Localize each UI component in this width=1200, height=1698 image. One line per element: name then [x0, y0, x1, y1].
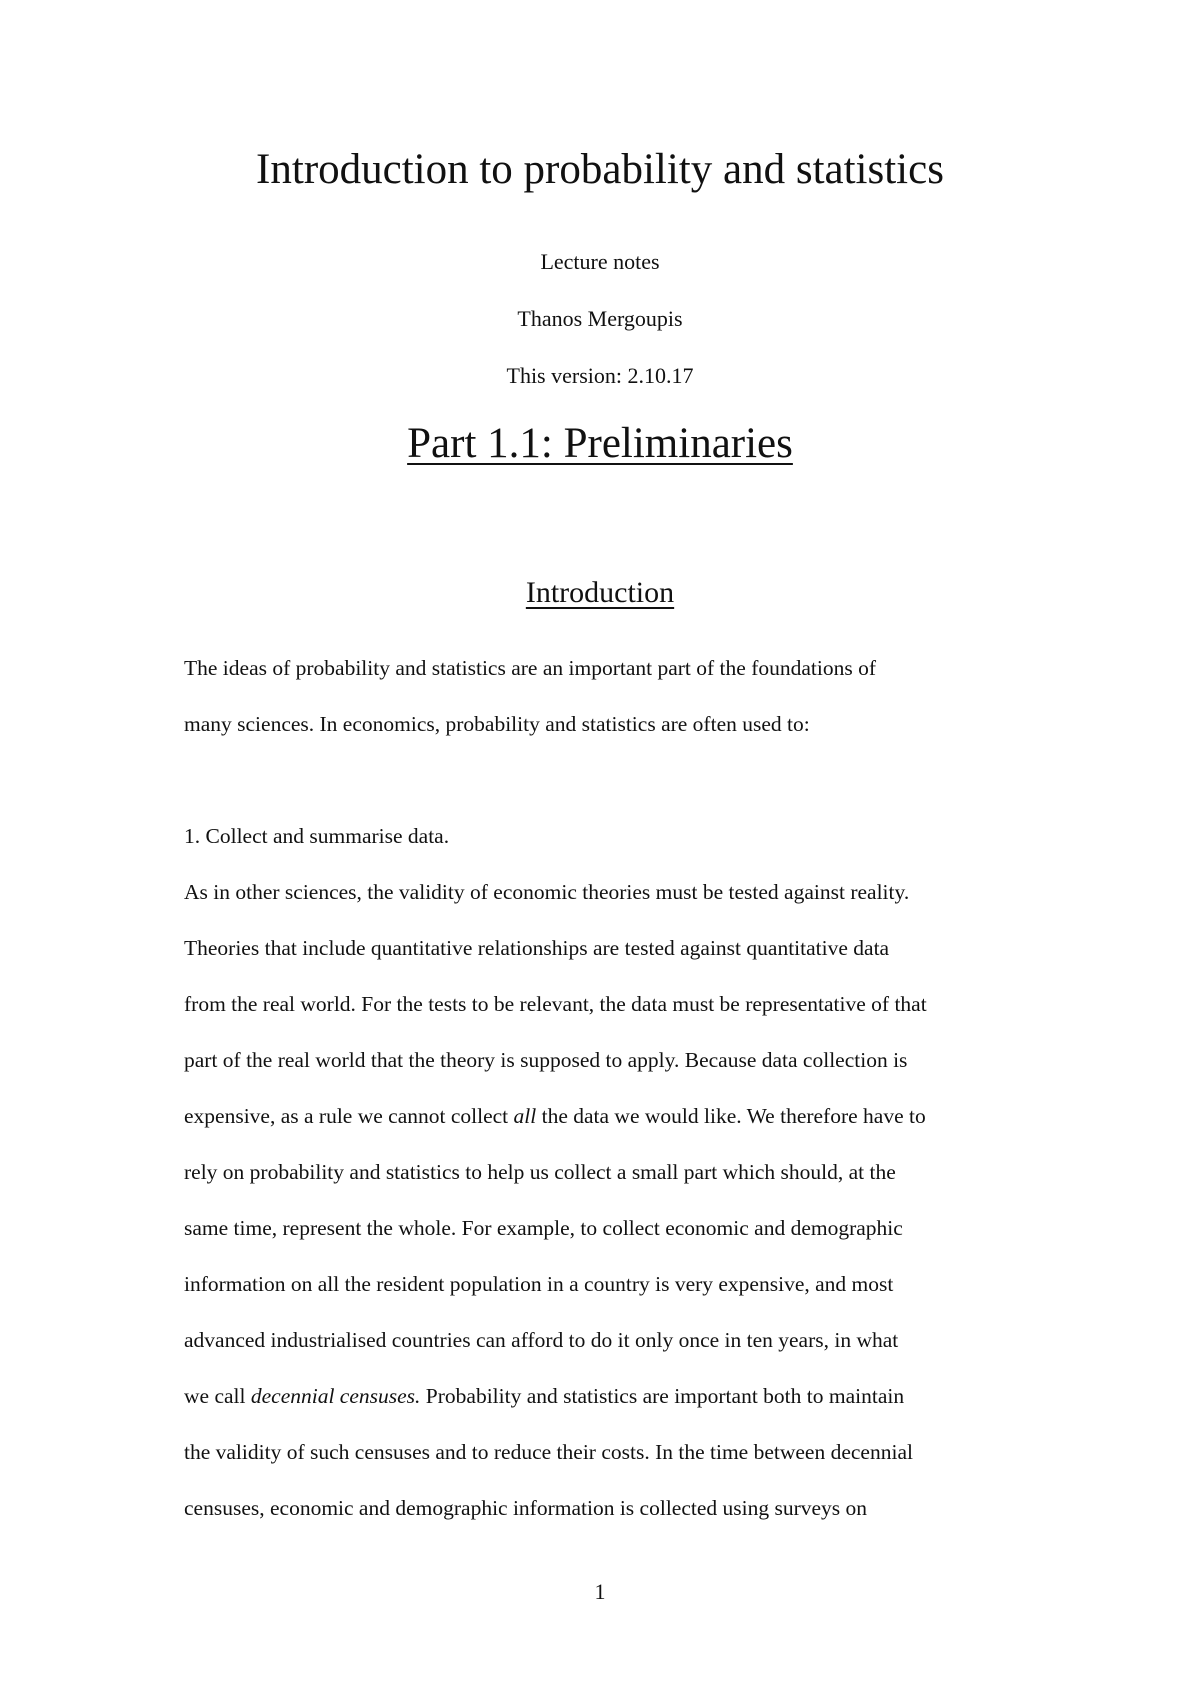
- page-number: 1: [594, 1579, 606, 1604]
- intro-line: The ideas of probability and statistics are an important part of the foundations of: [184, 656, 876, 680]
- document-version: This version: 2.10.17: [506, 363, 694, 388]
- paragraph-line: part of the real world that the theory is supposed to apply. Because data collection is: [184, 1048, 908, 1072]
- paragraph-line: advanced industrialised countries can afford to do it only once in ten years, in what: [184, 1328, 899, 1352]
- text-run: Probability and statistics are important both to maintain: [420, 1384, 905, 1408]
- emphasis-text: decennial censuses.: [250, 1384, 421, 1408]
- paragraph-line: same time, represent the whole. For example, to collect economic and demographic: [184, 1216, 903, 1240]
- text-run: we call: [184, 1384, 251, 1408]
- paragraph-line: Theories that include quantitative relationships are tested against quantitative data: [184, 936, 890, 960]
- text-run: expensive, as a rule we cannot collect: [184, 1104, 514, 1128]
- main-paragraph: [184, 864, 1034, 1536]
- document-title: Introduction to probability and statistics: [256, 146, 944, 193]
- paragraph-line: [184, 1368, 1034, 1424]
- text-run: the data we would like. We therefore have to: [536, 1104, 926, 1128]
- paragraph-line: As in other sciences, the validity of economic theories must be tested against reality.: [184, 880, 910, 904]
- paragraph-line: rely on probability and statistics to help us collect a small part which should, at the: [184, 1160, 896, 1184]
- section-heading: Introduction: [525, 576, 675, 609]
- paragraph-line: information on all the resident population in a country is very expensive, and most: [184, 1272, 894, 1296]
- intro-paragraph: [184, 640, 1034, 752]
- document-author: Thanos Mergoupis: [517, 306, 683, 331]
- intro-line: many sciences. In economics, probability and statistics are often used to:: [184, 712, 810, 736]
- emphasis-text: all: [513, 1104, 537, 1128]
- document-subtitle: Lecture notes: [540, 249, 660, 274]
- part-heading: Part 1.1: Preliminaries: [407, 420, 793, 467]
- paragraph-line: censuses, economic and demographic information is collected using surveys on: [184, 1496, 868, 1520]
- paragraph-line: [184, 1088, 1034, 1144]
- paragraph-line: from the real world. For the tests to be relevant, the data must be representative of that: [184, 992, 927, 1016]
- list-item: 1. Collect and summarise data.: [184, 824, 450, 848]
- paragraph-line: the validity of such censuses and to reduce their costs. In the time between decennial: [184, 1440, 913, 1464]
